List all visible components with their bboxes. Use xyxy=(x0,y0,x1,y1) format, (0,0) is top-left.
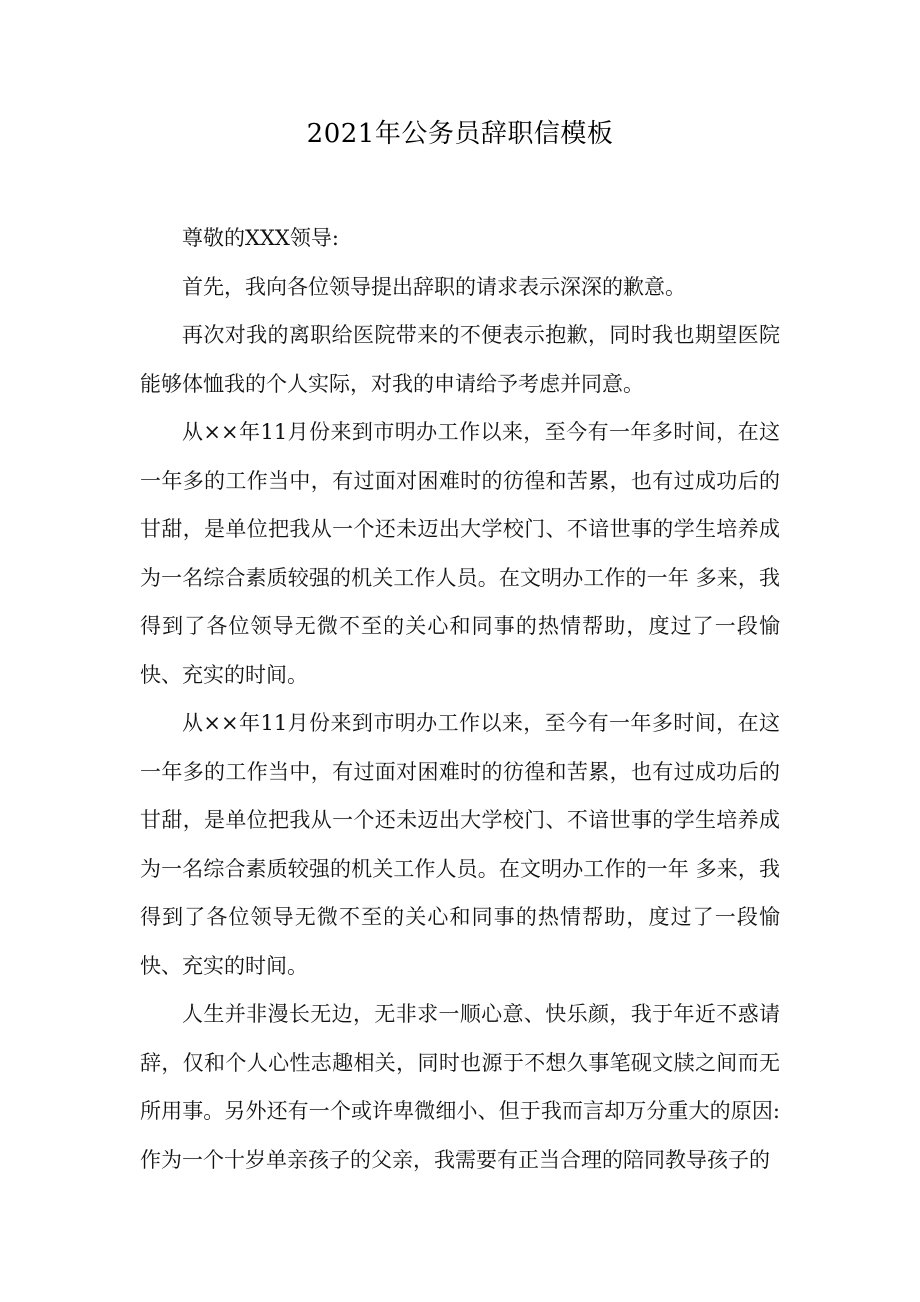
paragraph-apology: 首先，我向各位领导提出辞职的请求表示深深的歉意。 xyxy=(182,274,686,299)
paragraph-work-history: 从××年11月份来到市明办工作以来，至今有一年多时间，在这一年多的工作当中，有过面对困难时的彷徨和苦累，也有过成功后的甘甜，是单位把我从一个还未迈出大学校门、不谙世事的学生培养成为一名综合素质较强的机关工作人员。在文明办工作的一年 多来，我得到了各位领导无微不至的关心和同事的热情帮助，度过了一段愉快、充实的时间。 xyxy=(140,420,780,687)
salutation: 尊敬的XXX领导: xyxy=(182,226,339,250)
paragraph-work-history-repeat: 从××年11月份来到市明办工作以来，至今有一年多时间，在这一年多的工作当中，有过面对困难时的彷徨和苦累，也有过成功后的甘甜，是单位把我从一个还未迈出大学校门、不谙世事的学生培养成为一名综合素质较强的机关工作人员。在文明办工作的一年 多来，我得到了各位领导无微不至的关心和同事的热情帮助，度过了一段愉快、充实的时间。 xyxy=(140,711,780,978)
paragraph-reason: 人生并非漫长无边，无非求一顺心意、快乐颜，我于年近不惑请辞，仅和个人心性志趣相关，同时也源于不想久事笔砚文牍之间而无所用事。另外还有一个或许卑微细小、但于我而言却万分重大的原因:作为一个十岁单亲孩子的父亲，我需要有正当合理的陪同教导孩子的 xyxy=(140,1002,780,1172)
letter-body xyxy=(140,214,780,1184)
paragraph-request: 再次对我的离职给医院带来的不便表示抱歉，同时我也期望医院能够体恤我的个人实际，对我的申请给予考虑并同意。 xyxy=(140,323,780,396)
document-title: 2021年公务员辞职信模板 xyxy=(306,119,614,149)
